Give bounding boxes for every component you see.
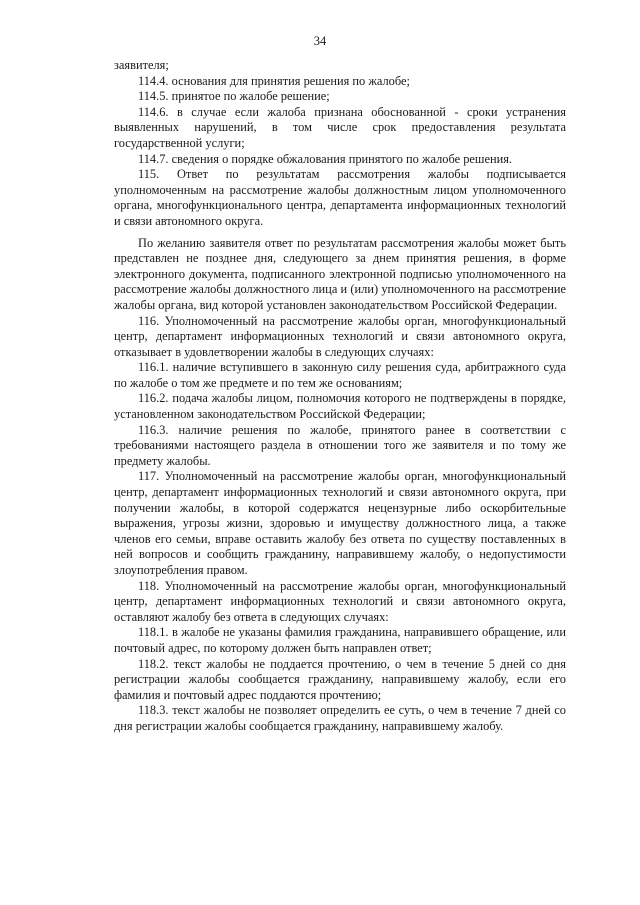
paragraph-116: 116. Уполномоченный на рассмотрение жалобы орган, многофункциональный центр, департамент информационных технологий и связи автономного округа, отказывает в удовлетворении жалобы в следующих случаях: [114, 313, 566, 359]
paragraph-117: 117. Уполномоченный на рассмотрение жалобы орган, многофункциональный центр, департамент информационных технологий и связи автономного округа, при получении жалобы, в которой содержатся нецензурные либо оскорбительные выражения, угрозы жизни, здоровью и имуществу должностного лица, а также членов его семьи, вправе оставить жалобу без ответа по существу поставленных в ней вопросов и сообщить гражданину, направившему жалобу, о недопустимости злоупотребления правом. [114, 469, 566, 577]
paragraph-115: 115. Ответ по результатам рассмотрения жалобы подписывается уполномоченным на рассмотрение жалобы должностным лицом уполномоченного органа, многофункционального центра, департамента информационных технологий и связи автономного округа. [114, 167, 566, 228]
paragraph-118-2: 118.2. текст жалобы не поддается прочтению, о чем в течение 5 дней со дня регистрации жалобы сообщается гражданину, направившему жалобу, если его фамилия и почтовый адрес поддаются прочтению; [114, 656, 566, 702]
paragraph-116-1: 116.1. наличие вступившего в законную силу решения суда, арбитражного суда по жалобе о том же предмете и по тем же основаниям; [114, 360, 566, 390]
paragraph-115-electronic: По желанию заявителя ответ по результатам рассмотрения жалобы может быть представлен не позднее дня, следующего за днем принятия решения, в форме электронного документа, подписанного электронной подписью уполномоченного на рассмотрение жалобы должностного лица и (или) уполномоченного на рассмотрение жалобы органа, вид которой установлен законодательством Российской Федерации. [114, 235, 566, 312]
page-number: 34 [313, 34, 327, 48]
paragraph-114-5: 114.5. принятое по жалобе решение; [138, 89, 330, 104]
paragraph-118-3: 118.3. текст жалобы не позволяет определить ее суть, о чем в течение 7 дней со дня регистрации жалобы сообщается гражданину, направившему жалобу. [114, 703, 566, 733]
paragraph-114-6: 114.6. в случае если жалоба признана обоснованной - сроки устранения выявленных нарушений, в том числе срок предоставления результата государственной услуги; [114, 104, 566, 150]
paragraph-116-2: 116.2. подача жалобы лицом, полномочия которого не подтверждены в порядке, установленном законодательством Российской Федерации; [114, 391, 566, 422]
paragraph-116-3: 116.3. наличие решения по жалобе, принятого ранее в соответствии с требованиями настоящего раздела в отношении того же заявителя и по тому же предмету жалобы. [114, 422, 566, 468]
paragraph-118-1: 118.1. в жалобе не указаны фамилия гражданина, направившего обращение, или почтовый адрес, по которому должен быть направлен ответ; [114, 625, 566, 655]
document-body [114, 58, 566, 735]
paragraph-118: 118. Уполномоченный на рассмотрение жалобы орган, многофункциональный центр, департамент информационных технологий и связи автономного округа, оставляют жалобу без ответа в следующих случаях: [114, 578, 566, 624]
paragraph-applicant: заявителя; [114, 58, 169, 72]
paragraph-114-7: 114.7. сведения о порядке обжалования принятого по жалобе решения. [138, 151, 513, 166]
paragraph-114-4: 114.4. основания для принятия решения по жалобе; [138, 73, 410, 88]
